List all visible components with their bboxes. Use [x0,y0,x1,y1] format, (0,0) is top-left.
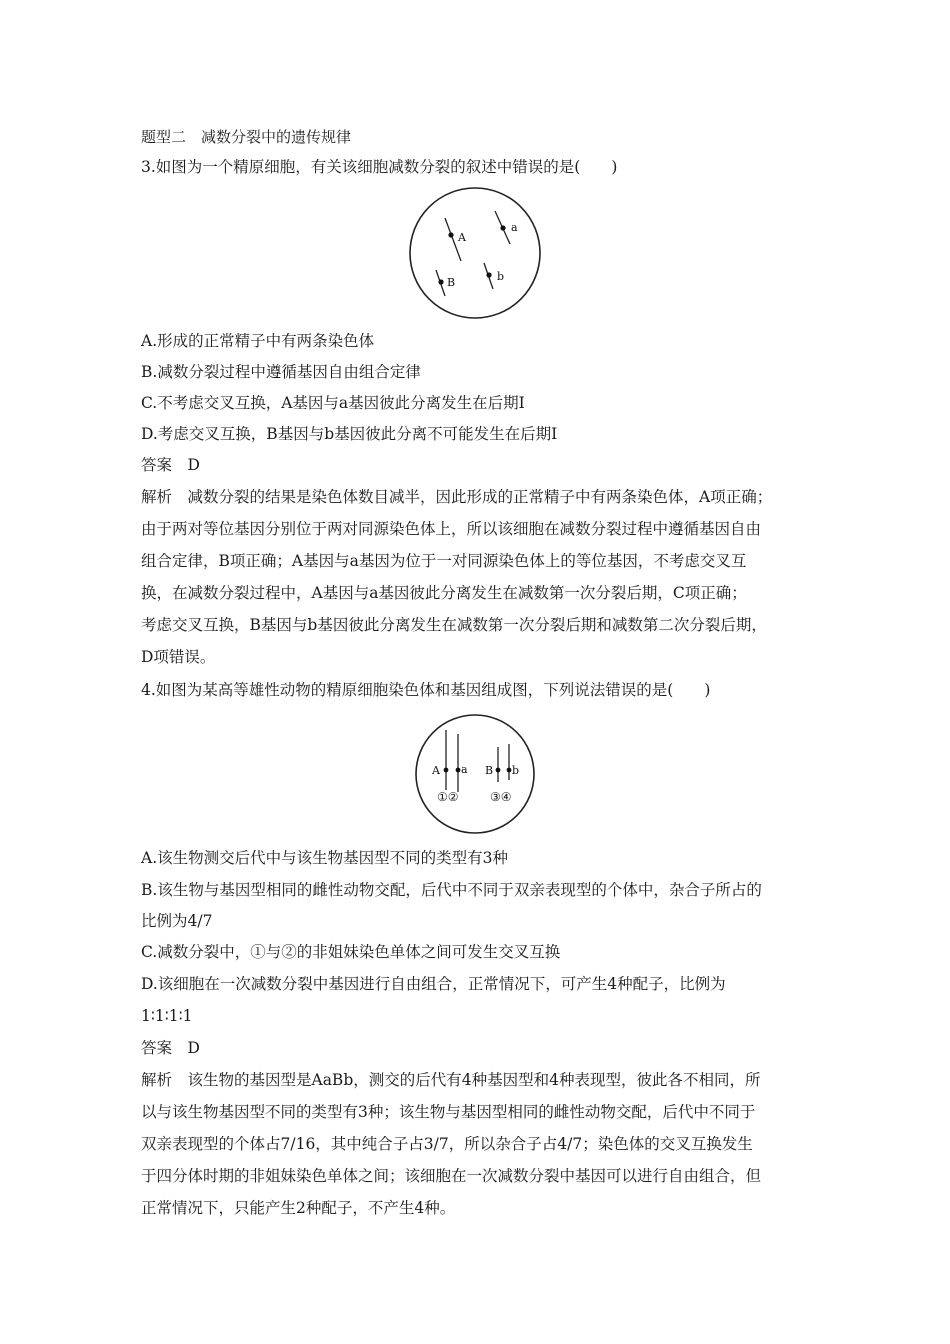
q4-option-d: D.该细胞在一次减数分裂中基因进行自由组合，正常情况下，可产生4种配子，比例为 [141,975,726,993]
q3-option-c: C.不考虑交叉互换，A基因与a基因彼此分离发生在后期Ⅰ [141,394,525,412]
centromere-2 [456,768,461,773]
q3-analysis-line-4: 换，在减数分裂过程中，A基因与a基因彼此分离发生在减数第一次分裂后期，C项正确； [141,584,747,602]
q3-cell-diagram [405,183,545,323]
q4-gene-label-A: A [432,764,440,777]
q4-option-a: A.该生物测交后代中与该生物基因型不同的类型有3种 [141,849,508,867]
q3-option-d: D.考虑交叉互换，B基因与b基因彼此分离不可能发生在后期Ⅰ [141,425,558,443]
centromere-4 [507,768,512,773]
gene-label-B: B [447,276,456,289]
q3-analysis-line-3: 组合定律，B项正确；A基因与a基因为位于一对同源染色体上的等位基因，不考虑交叉互 [141,552,747,570]
q4-option-b-continued: 比例为4/7 [141,912,213,930]
gene-label-A: A [458,231,466,244]
chromosome-numbers-1-2: ①② [437,790,459,804]
q4-gene-label-b: b [512,764,520,777]
q3-analysis-line-1: 解析 减数分裂的结果是染色体数目减半，因此形成的正常精子中有两条染色体，A项正确； [141,488,773,506]
q4-cell-figure [413,712,537,836]
gene-label-a: a [511,221,518,234]
q3-option-a: A.形成的正常精子中有两条染色体 [141,332,375,350]
section-title: 题型二 减数分裂中的遗传规律 [141,128,352,146]
q4-gene-label-a: a [461,763,468,776]
centromere-1 [444,768,449,773]
q3-analysis-line-2: 由于两对等位基因分别位于两对同源染色体上，所以该细胞在减数分裂过程中遵循基因自由 [141,520,762,538]
gene-label-b: b [497,270,505,283]
q3-option-b: B.减数分裂过程中遵循基因自由组合定律 [141,363,421,381]
q4-analysis-line-2: 以与该生物基因型不同的类型有3种；该生物与基因型相同的雌性动物交配，后代中不同于 [141,1103,756,1121]
centromere-a [500,225,505,230]
q3-analysis-line-6: D项错误。 [141,648,216,666]
q3-cell-figure [405,183,545,323]
centromere-B [438,279,443,284]
q4-option-d-continued: 1∶1∶1∶1 [141,1007,193,1025]
q3-analysis-line-5: 考虑交叉互换，B基因与b基因彼此分离发生在减数第一次分裂后期和减数第二次分裂后期， [141,616,767,634]
chromosome-numbers-3-4: ③④ [490,790,512,804]
q4-analysis-line-1: 解析 该生物的基因型是AaBb，测交的后代有4种基因型和4种表现型，彼此各不相同，所 [141,1071,761,1089]
centromere-b [486,272,491,277]
q4-gene-label-B: B [485,764,494,777]
q3-answer: 答案 D [141,456,200,474]
q4-analysis-line-3: 双亲表现型的个体占7/16，其中纯合子占3/7，所以杂合子占4/7；染色体的交叉互换发生 [141,1135,753,1153]
q4-cell-diagram [413,712,537,836]
q3-stem: 3.如图为一个精原细胞，有关该细胞减数分裂的叙述中错误的是( ) [141,158,618,176]
q4-answer: 答案 D [141,1039,200,1057]
q4-stem: 4.如图为某高等雄性动物的精原细胞染色体和基因组成图，下列说法错误的是( ) [141,681,711,699]
q4-option-b: B.该生物与基因型相同的雌性动物交配，后代中不同于双亲表现型的个体中，杂合子所占的 [141,881,762,899]
q4-analysis-line-5: 正常情况下，只能产生2种配子，不产生4种。 [141,1199,456,1217]
centromere-A [448,232,453,237]
cell-membrane [410,188,540,318]
q4-option-c: C.减数分裂中，①与②的非姐妹染色单体之间可发生交叉互换 [141,943,561,961]
q4-analysis-line-4: 于四分体时期的非姐妹染色单体之间；该细胞在一次减数分裂中基因可以进行自由组合，但 [141,1167,762,1185]
centromere-3 [496,768,501,773]
